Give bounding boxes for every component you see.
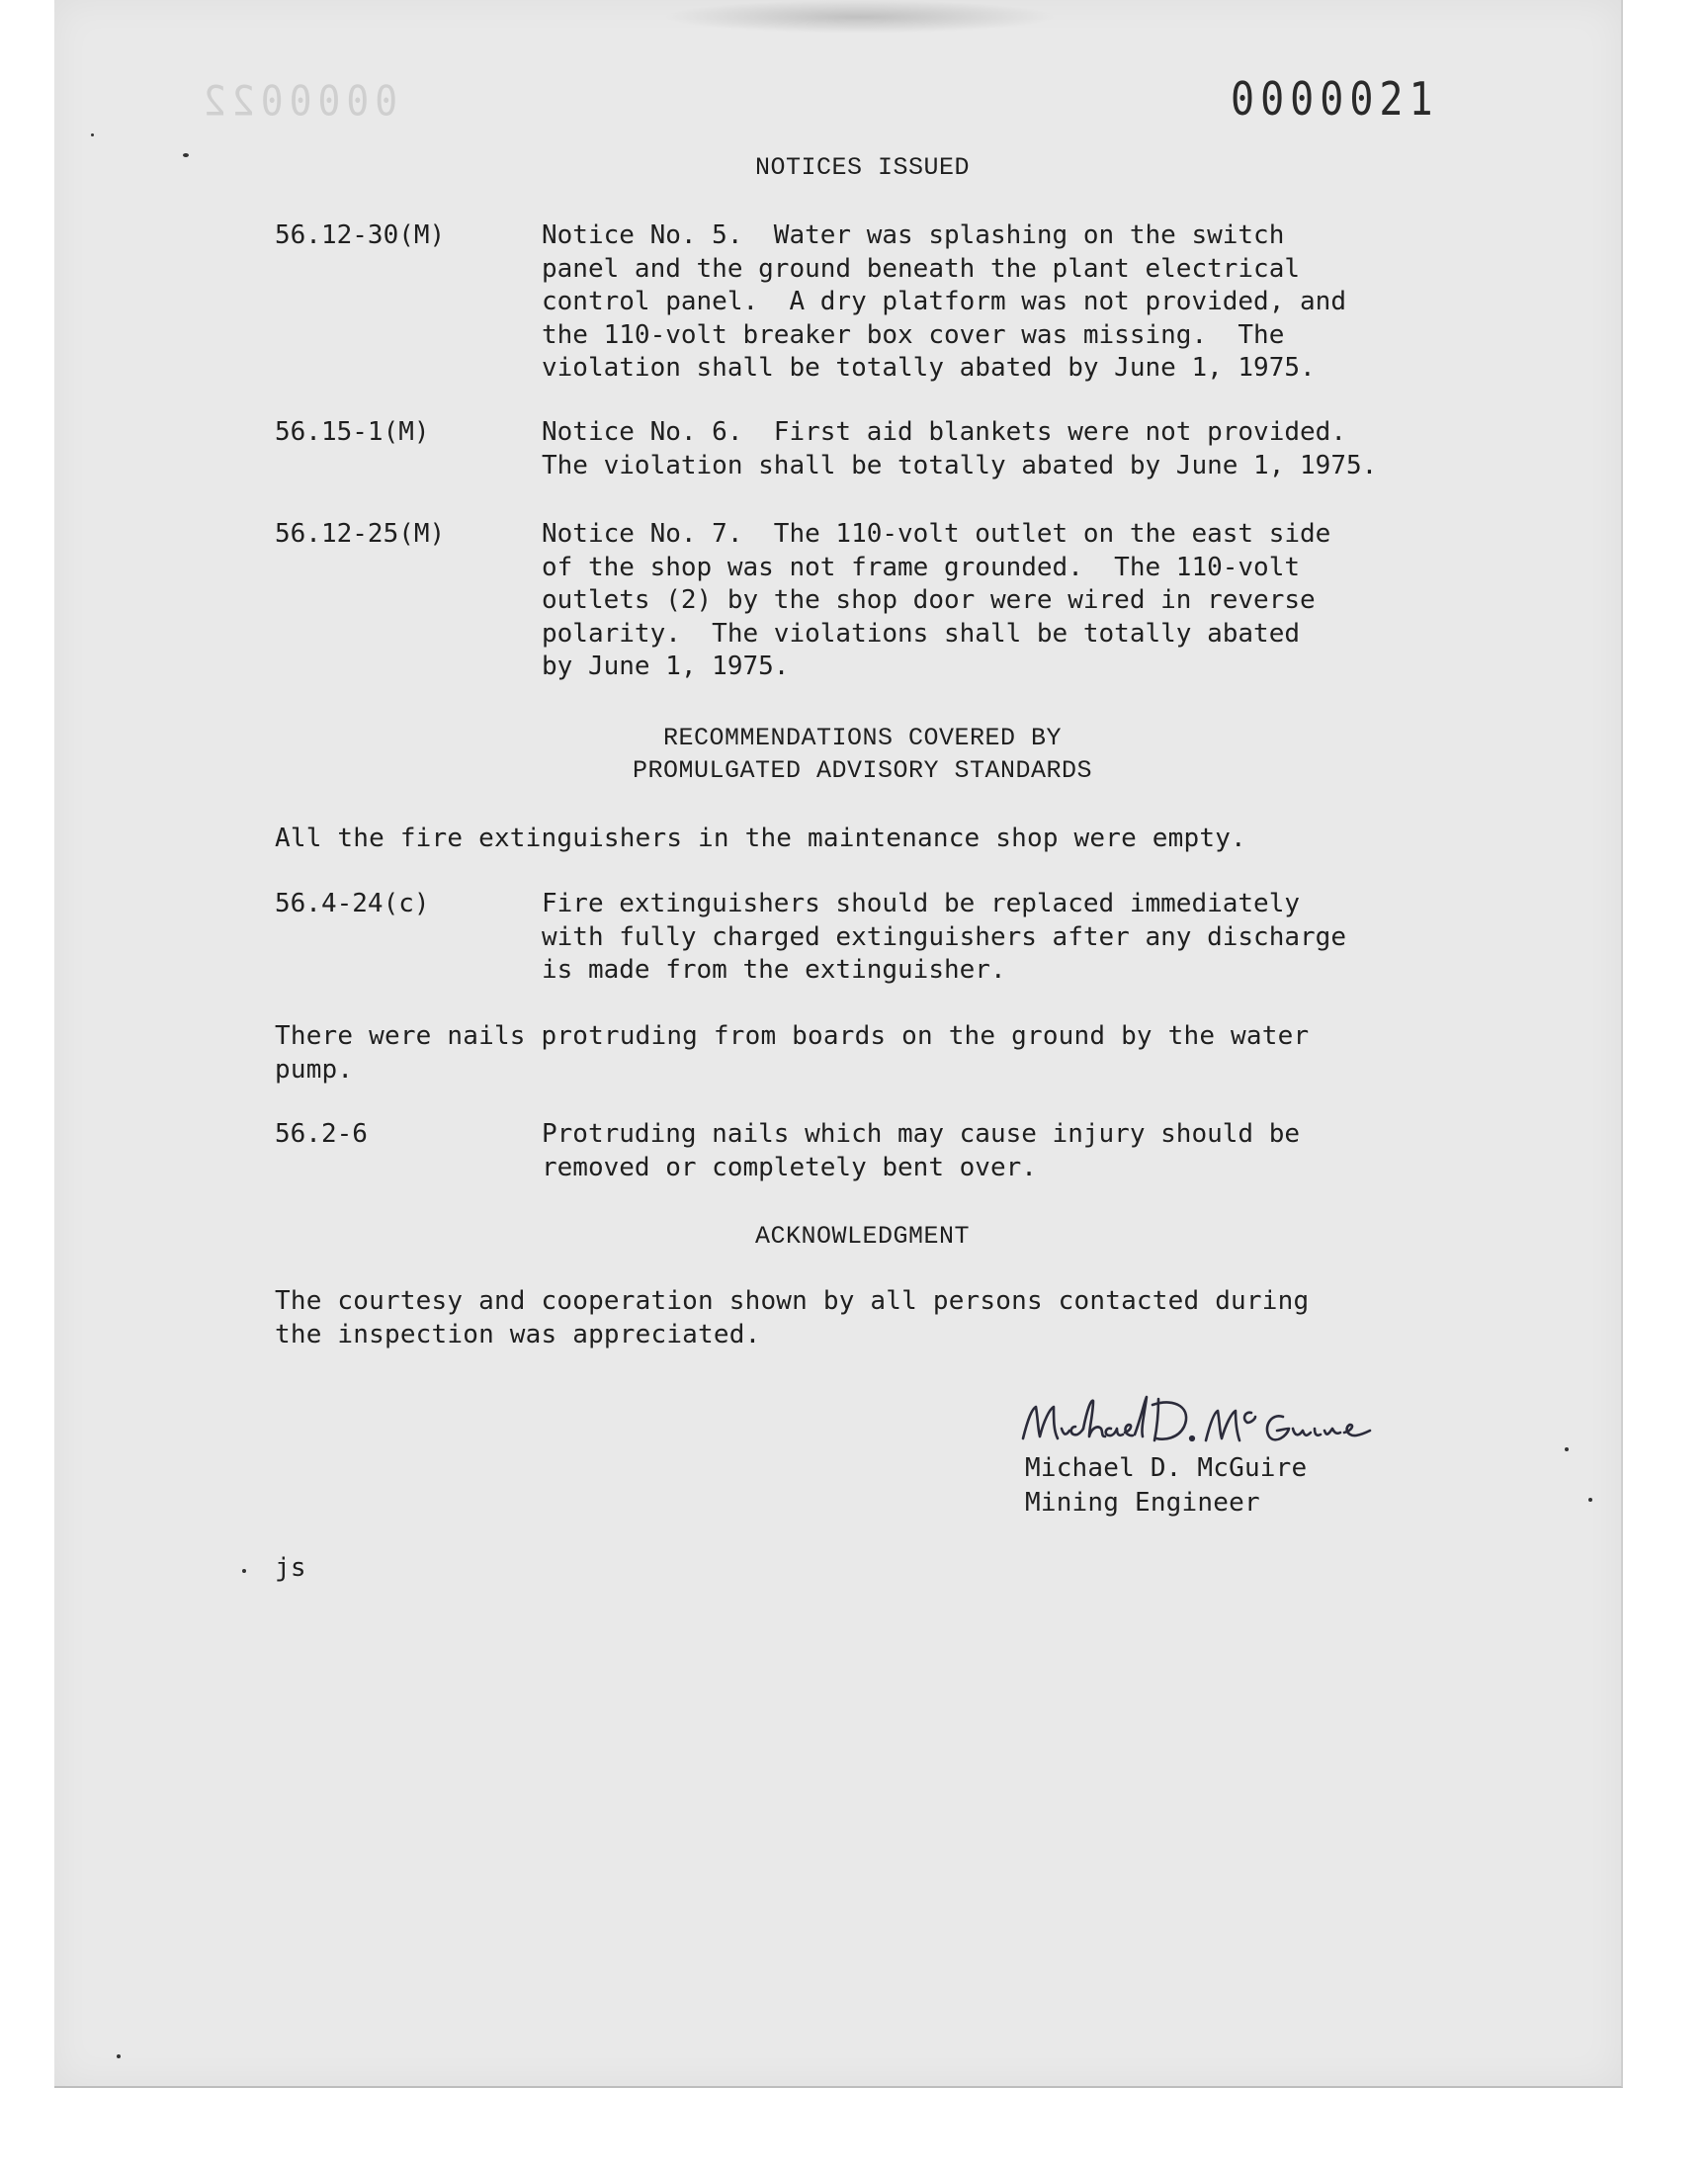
scan-speck xyxy=(91,133,94,136)
typist-initials: js xyxy=(275,1553,306,1583)
scan-speck xyxy=(1565,1447,1569,1451)
recommendation-finding: All the fire extinguishers in the maintenance shop were empty. xyxy=(275,824,1246,853)
recommendations-heading-line-1: RECOMMENDATIONS COVERED BY xyxy=(662,724,1063,752)
notices-heading: NOTICES ISSUED xyxy=(754,153,971,182)
handwritten-signature xyxy=(1018,1379,1404,1458)
notice-text: Notice No. 6. First aid blankets were not provided. The violation shall be totally abated by June 1, 1975. xyxy=(542,417,1378,480)
acknowledgment-text: The courtesy and cooperation shown by all persons contacted during the inspection was appreciated. xyxy=(275,1286,1310,1349)
standard-code: 56.4-24(c) xyxy=(275,889,430,918)
notice-code: 56.12-25(M) xyxy=(275,519,446,549)
notice-text: Notice No. 5. Water was splashing on the switch panel and the ground beneath the plant electrical control panel. A dry platform was not provided, and the 110-volt breaker box cover was missing. The violation shall be totally abated by June 1, 1975. xyxy=(542,220,1346,383)
notice-code: 56.15-1(M) xyxy=(275,417,430,447)
signer-name: Michael D. McGuire xyxy=(1025,1453,1308,1483)
scan-speck xyxy=(242,1569,246,1573)
bleed-through-page-number: 0000022 xyxy=(198,76,398,126)
scan-speck xyxy=(1588,1498,1592,1502)
standard-code: 56.2-6 xyxy=(275,1119,368,1149)
standard-text: Protruding nails which may cause injury should be removed or completely bent over. xyxy=(542,1119,1301,1182)
recommendation-finding: There were nails protruding from boards on the ground by the water pump. xyxy=(275,1021,1310,1085)
standard-text: Fire extinguishers should be replaced immediately with fully charged extinguishers after any discharge is made from the extinguisher. xyxy=(542,889,1346,985)
scan-speck xyxy=(183,153,189,157)
recommendations-heading-line-2: PROMULGATED ADVISORY STANDARDS xyxy=(632,756,1093,785)
notice-text: Notice No. 7. The 110-volt outlet on the east side of the shop was not frame grounded. The 110-volt outlets (2) by the shop door were wired in reverse polarity. The violations shall be totally abated by June 1, 1975. xyxy=(542,519,1331,681)
signer-title: Mining Engineer xyxy=(1025,1488,1260,1518)
notice-code: 56.12-30(M) xyxy=(275,220,446,250)
scan-speck xyxy=(117,2054,121,2058)
acknowledgment-heading: ACKNOWLEDGMENT xyxy=(754,1222,971,1251)
scan-shadow xyxy=(662,0,1058,34)
page-number: 0000021 xyxy=(1231,73,1439,127)
